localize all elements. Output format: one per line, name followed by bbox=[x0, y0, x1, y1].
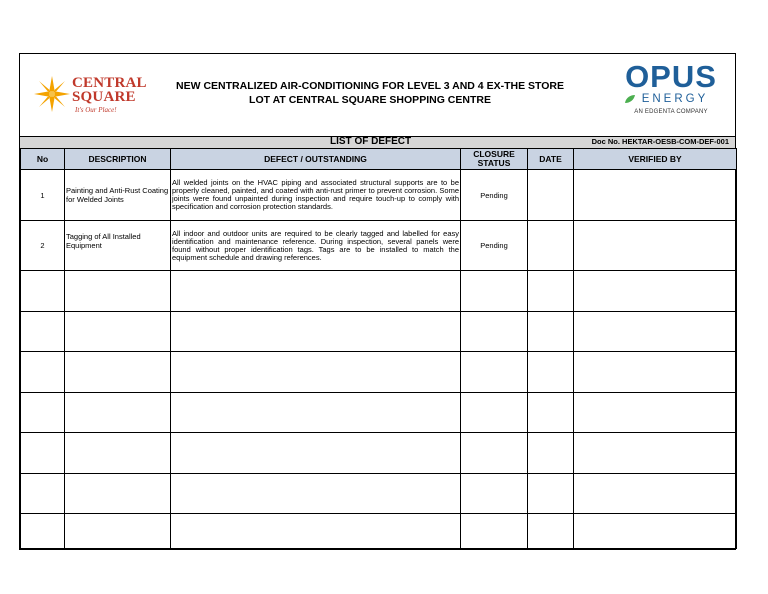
row-description-cell bbox=[65, 514, 171, 549]
opus-energy-logo bbox=[616, 59, 726, 132]
row-description-cell bbox=[65, 392, 171, 433]
row-date-cell bbox=[528, 221, 574, 271]
empty-table-row bbox=[21, 514, 737, 549]
row-defect-cell bbox=[171, 271, 461, 312]
column-header-no: No bbox=[21, 149, 65, 170]
column-header-closure-status: CLOSURE STATUS bbox=[461, 149, 528, 170]
row-no-cell bbox=[21, 271, 65, 312]
column-header-date: DATE bbox=[528, 149, 574, 170]
logo-line-square: SQUARE bbox=[72, 89, 136, 105]
row-status-cell: Pending bbox=[461, 221, 528, 271]
row-no-cell: 2 bbox=[21, 221, 65, 271]
row-description-cell: Painting and Anti-Rust Coating for Welded Joints bbox=[65, 170, 171, 221]
section-bar bbox=[20, 136, 735, 148]
row-verified-cell bbox=[574, 473, 737, 514]
logo-line-central: CENTRAL bbox=[72, 75, 147, 91]
opus-wordmark: OPUS bbox=[625, 59, 717, 94]
row-verified-cell bbox=[574, 392, 737, 433]
empty-rows-group bbox=[21, 271, 737, 549]
table-header-row bbox=[21, 149, 737, 170]
row-verified-cell bbox=[574, 311, 737, 352]
row-date-cell bbox=[528, 170, 574, 221]
energy-wordmark: ENERGY bbox=[641, 93, 709, 105]
row-status-cell bbox=[461, 311, 528, 352]
empty-table-row bbox=[21, 473, 737, 514]
row-no-cell bbox=[21, 392, 65, 433]
row-defect-cell: All welded joints on the HVAC piping and associated structural supports are to be properly cleaned, painted, and coated with anti-rust primer to prevent corrosion. Some joints were found unpainted during inspection and require touch-up to comply with specification and corrosion protection standards. bbox=[171, 170, 461, 221]
row-verified-cell bbox=[574, 433, 737, 474]
empty-table-row bbox=[21, 271, 737, 312]
project-title-line-2: LOT AT CENTRAL SQUARE SHOPPING CENTRE bbox=[249, 94, 491, 106]
row-verified-cell bbox=[574, 352, 737, 393]
row-verified-cell bbox=[574, 221, 737, 271]
empty-table-row bbox=[21, 352, 737, 393]
row-no-cell bbox=[21, 311, 65, 352]
star-burst-icon bbox=[34, 76, 70, 112]
row-status-cell bbox=[461, 392, 528, 433]
row-no-cell: 1 bbox=[21, 170, 65, 221]
row-defect-cell bbox=[171, 473, 461, 514]
row-verified-cell bbox=[574, 271, 737, 312]
row-status-cell bbox=[461, 433, 528, 474]
row-date-cell bbox=[528, 433, 574, 474]
table-row bbox=[21, 221, 737, 271]
row-date-cell bbox=[528, 473, 574, 514]
document-number: Doc No. HEKTAR-OESB-COM-DEF-001 bbox=[591, 137, 729, 146]
row-description-cell bbox=[65, 352, 171, 393]
row-description-cell bbox=[65, 473, 171, 514]
row-date-cell bbox=[528, 311, 574, 352]
central-square-logo bbox=[34, 72, 154, 122]
row-status-cell bbox=[461, 271, 528, 312]
row-defect-cell: All indoor and outdoor units are required to be clearly tagged and labelled for easy identification and maintenance reference. During inspection, several panels were found without proper identification tags. Tags are to be installed to match the equipment schedule and drawing references. bbox=[171, 221, 461, 271]
row-defect-cell bbox=[171, 392, 461, 433]
row-date-cell bbox=[528, 271, 574, 312]
column-header-defect: DEFECT / OUTSTANDING bbox=[171, 149, 461, 170]
row-description-cell bbox=[65, 311, 171, 352]
document-header bbox=[20, 54, 735, 136]
row-defect-cell bbox=[171, 352, 461, 393]
row-date-cell bbox=[528, 352, 574, 393]
row-status-cell bbox=[461, 473, 528, 514]
table-row bbox=[21, 170, 737, 221]
project-title-line-1: NEW CENTRALIZED AIR-CONDITIONING FOR LEVEL 3 AND 4 EX-THE STORE bbox=[176, 80, 564, 92]
column-header-description: DESCRIPTION bbox=[65, 149, 171, 170]
row-date-cell bbox=[528, 392, 574, 433]
opus-subtitle: AN EDGENTA COMPANY bbox=[634, 109, 708, 115]
row-defect-cell bbox=[171, 514, 461, 549]
row-description-cell: Tagging of All Installed Equipment bbox=[65, 221, 171, 271]
row-description-cell bbox=[65, 271, 171, 312]
row-status-cell bbox=[461, 514, 528, 549]
empty-table-row bbox=[21, 311, 737, 352]
defect-list-sheet bbox=[19, 53, 736, 550]
empty-table-row bbox=[21, 392, 737, 433]
row-status-cell bbox=[461, 352, 528, 393]
row-no-cell bbox=[21, 352, 65, 393]
row-no-cell bbox=[21, 473, 65, 514]
row-date-cell bbox=[528, 514, 574, 549]
row-status-cell: Pending bbox=[461, 170, 528, 221]
row-defect-cell bbox=[171, 311, 461, 352]
project-title bbox=[155, 79, 585, 107]
row-verified-cell bbox=[574, 170, 737, 221]
defect-table bbox=[20, 148, 737, 549]
row-no-cell bbox=[21, 433, 65, 474]
logo-tagline: It's Our Place! bbox=[75, 106, 117, 114]
section-title: LIST OF DEFECT bbox=[330, 136, 412, 147]
empty-table-row bbox=[21, 433, 737, 474]
row-defect-cell bbox=[171, 433, 461, 474]
row-verified-cell bbox=[574, 514, 737, 549]
leaf-icon bbox=[624, 94, 636, 104]
row-description-cell bbox=[65, 433, 171, 474]
row-no-cell bbox=[21, 514, 65, 549]
column-header-verified-by: VERIFIED BY bbox=[574, 149, 737, 170]
